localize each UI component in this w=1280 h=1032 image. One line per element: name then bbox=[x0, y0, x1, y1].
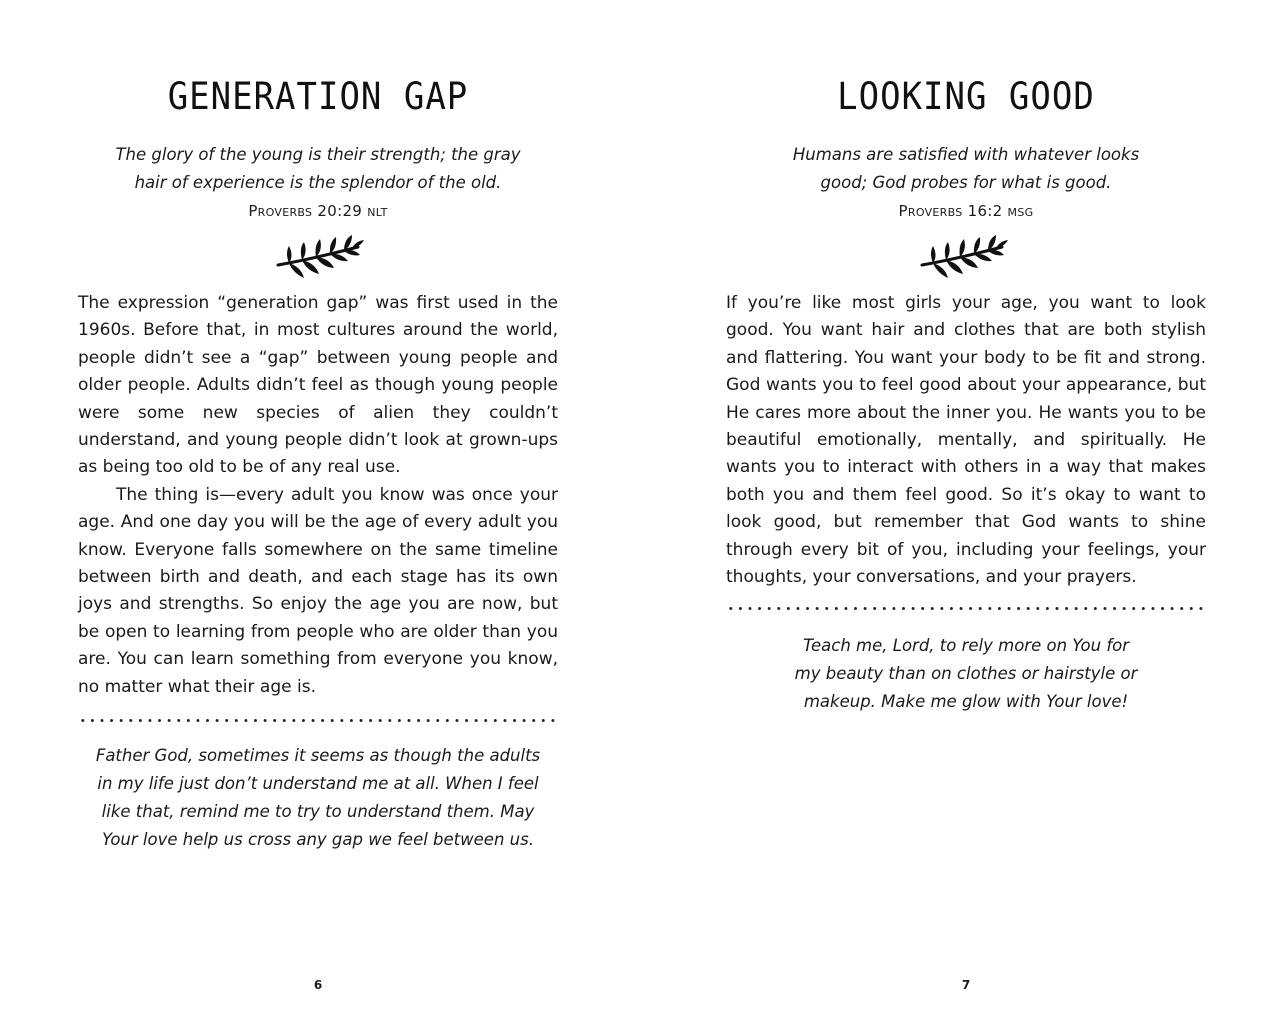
right-page bbox=[726, 0, 1206, 1032]
epigraph-verse bbox=[78, 141, 558, 197]
leaf-sprig-icon bbox=[272, 235, 364, 281]
body-text bbox=[726, 290, 1206, 591]
leaf-sprig-icon bbox=[916, 235, 1008, 281]
page-title: GENERATION GAP bbox=[167, 75, 469, 119]
epigraph-line: good; God probes for what is good. bbox=[820, 173, 1112, 192]
body-paragraph: The expression “generation gap” was first used in the 1960s. Before that, in most cultures around the world, people didn’t see a “gap” between young people and older people. Adults didn’t feel as though young people were some new species of alien they couldn’t understand, and young people didn’t look at grown-ups as being too old to be of any real use. bbox=[78, 293, 558, 478]
dotted-divider bbox=[726, 607, 1206, 610]
epigraph-line: hair of experience is the splendor of the old. bbox=[134, 173, 502, 192]
prayer-text bbox=[726, 632, 1206, 716]
page-number: 6 bbox=[313, 978, 323, 992]
left-page bbox=[78, 0, 558, 1032]
prayer-line: Your love help us cross any gap we feel between us. bbox=[102, 830, 534, 849]
body-text bbox=[78, 290, 558, 701]
epigraph-verse bbox=[726, 141, 1206, 197]
body-paragraph: The thing is—every adult you know was once your age. And one day you will be the age of every adult you know. Everyone falls somewhere on the same timeline between birth and death, and each stage has its own joys and strengths. So enjoy the age you are now, but be open to learning from people who are older than you are. You can learn something from everyone you know, no matter what their age is. bbox=[78, 484, 558, 697]
verse-citation: Proverbs 16:2 msg bbox=[898, 202, 1034, 220]
prayer-line: Father God, sometimes it seems as though the adults bbox=[95, 746, 541, 765]
dotted-divider bbox=[78, 719, 558, 722]
prayer-line: makeup. Make me glow with Your love! bbox=[803, 692, 1129, 711]
prayer-line: my beauty than on clothes or hairstyle or bbox=[794, 664, 1138, 683]
verse-citation: Proverbs 20:29 nlt bbox=[248, 202, 388, 220]
epigraph-line: The glory of the young is their strength; the gray bbox=[115, 145, 521, 164]
prayer-text bbox=[78, 742, 558, 854]
prayer-line: in my life just don’t understand me at all. When I feel bbox=[97, 774, 539, 793]
epigraph-line: Humans are satisfied with whatever looks bbox=[792, 145, 1140, 164]
prayer-line: like that, remind me to try to understand them. May bbox=[101, 802, 535, 821]
page-title: LOOKING GOOD bbox=[837, 75, 1095, 119]
prayer-line: Teach me, Lord, to rely more on You for bbox=[802, 636, 1130, 655]
page-number: 7 bbox=[961, 978, 971, 992]
body-paragraph: If you’re like most girls your age, you want to look good. You want hair and clothes that are both stylish and flattering. You want your body to be fit and strong. God wants you to feel good about your appearance, but He cares more about the inner you. He wants you to be beautiful emotionally, mentally, and spiritually. He wants you to interact with others in a way that makes both you and them feel good. So it’s okay to want to look good, but remember that God wants to shine through every bit of you, including your feelings, your thoughts, your conversations, and your prayers. bbox=[726, 293, 1206, 588]
